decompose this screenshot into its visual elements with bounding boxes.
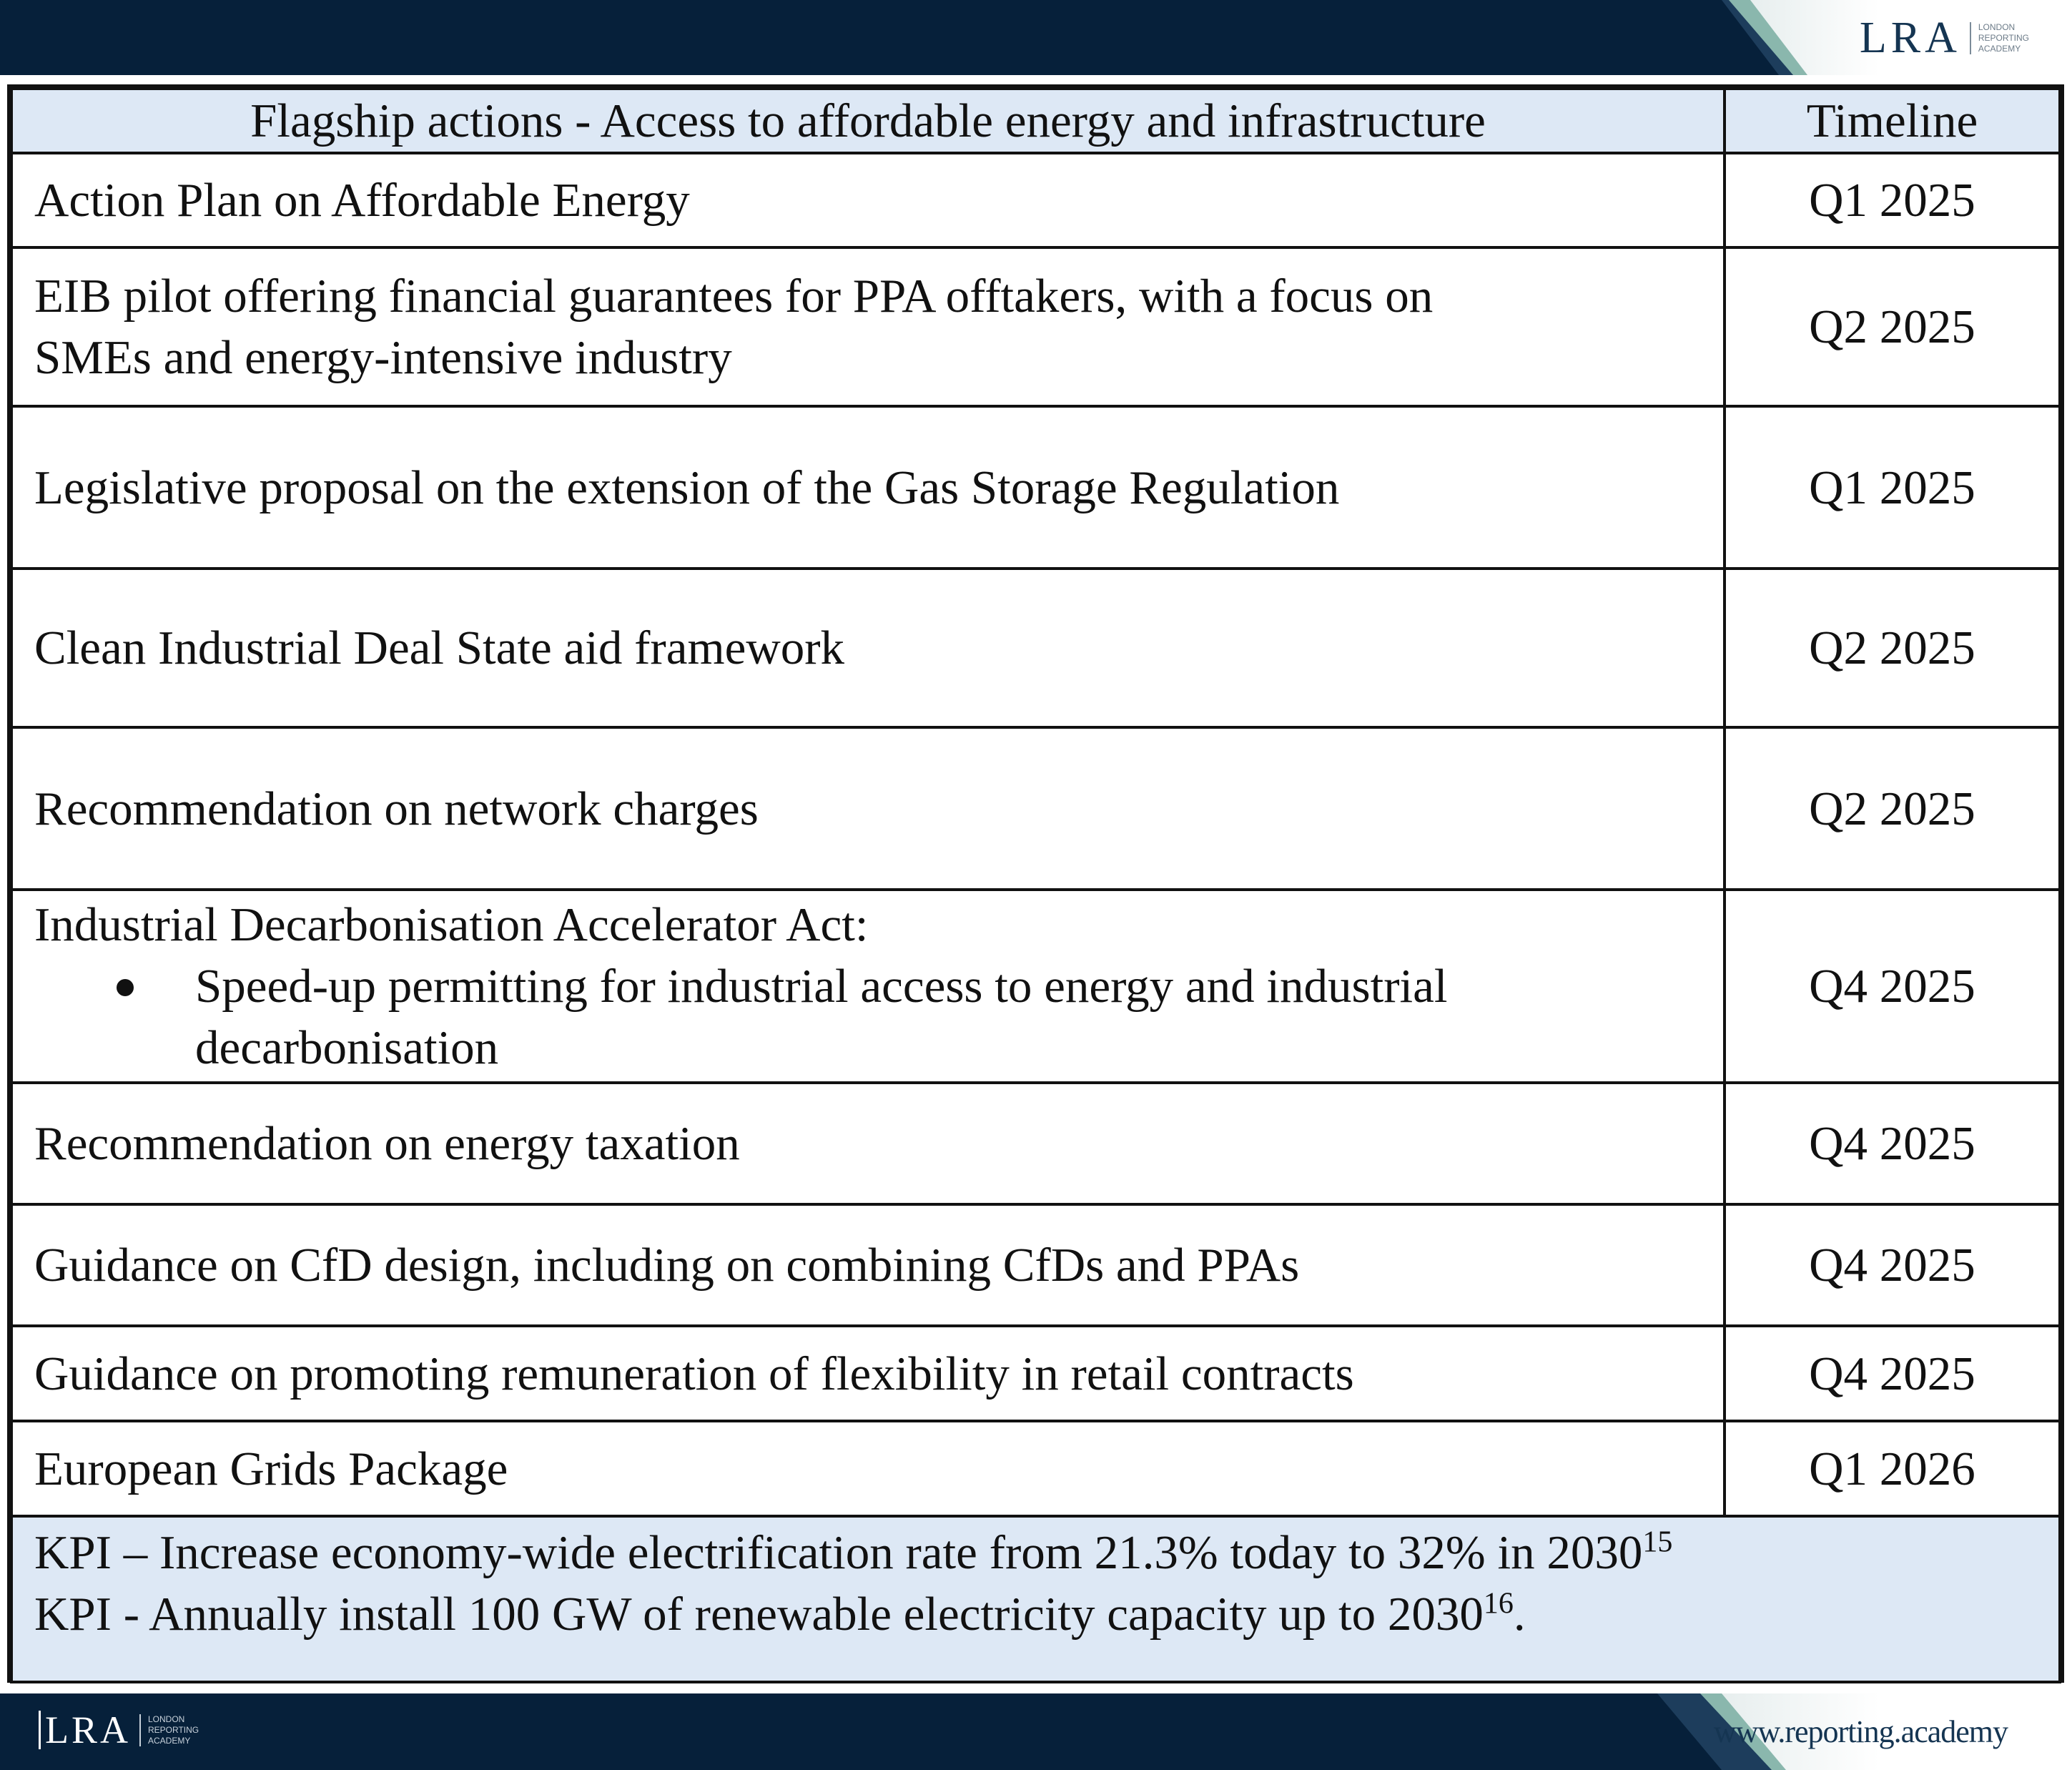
timeline-cell: Q4 2025 (1725, 1204, 2060, 1326)
kpi-suffix: . (1513, 1588, 1526, 1641)
logo-sub-line: ACADEMY (148, 1735, 191, 1746)
timeline-cell: Q4 2025 (1725, 1083, 2060, 1204)
logo-sub-line: ACADEMY (1978, 43, 2021, 54)
timeline-cell: Q1 2025 (1725, 406, 2060, 569)
kpi-line (34, 1588, 1526, 1641)
action-cell: Action Plan on Affordable Energy (11, 153, 1725, 247)
table-row (11, 406, 2060, 569)
table-row (11, 1421, 2060, 1516)
action-cell (11, 890, 1725, 1083)
table-row (11, 1204, 2060, 1326)
footer-lra-logo (39, 1708, 199, 1751)
logo-sub-line: REPORTING (1978, 32, 2029, 43)
table-header-row (11, 89, 2060, 153)
kpi-text: KPI – Increase economy-wide electrification rate from 21.3% today to 32% in 2030 (34, 1526, 1643, 1579)
action-cell: European Grids Package (11, 1421, 1725, 1516)
timeline-cell: Q2 2025 (1725, 727, 2060, 890)
table-row (11, 890, 2060, 1083)
logo-subtitle (1970, 22, 2029, 54)
kpi-row (11, 1516, 2060, 1682)
footnote-ref: 16 (1483, 1587, 1514, 1621)
header-timeline: Timeline (1725, 89, 2060, 153)
logo-sub-line: REPORTING (148, 1724, 199, 1735)
header-actions: Flagship actions - Access to affordable energy and infrastructure (11, 89, 1725, 153)
table-row (11, 1083, 2060, 1204)
bullet-icon (117, 979, 134, 996)
action-line: SMEs and energy-intensive industry (34, 331, 732, 384)
action-cell: Recommendation on energy taxation (11, 1083, 1725, 1204)
flagship-actions-table (7, 84, 2064, 1683)
list-item (195, 955, 1702, 1078)
timeline-cell: Q1 2026 (1725, 1421, 2060, 1516)
action-cell: Guidance on promoting remuneration of flexibility in retail contracts (11, 1326, 1725, 1421)
logo-mark: LRA (1859, 14, 1961, 62)
action-line: Industrial Decarbonisation Accelerator Act: (34, 898, 869, 951)
table-row (11, 1326, 2060, 1421)
bullet-line: Speed-up permitting for industrial access to energy and industrial (195, 960, 1448, 1013)
action-cell: Recommendation on network charges (11, 727, 1725, 890)
website-link[interactable]: www.reporting.academy (1713, 1714, 2008, 1749)
action-cell: Clean Industrial Deal State aid framework (11, 569, 1725, 727)
bullet-list (34, 955, 1702, 1078)
kpi-cell (11, 1516, 2060, 1682)
footnote-ref: 15 (1642, 1525, 1673, 1559)
action-cell: Guidance on CfD design, including on combining CfDs and PPAs (11, 1204, 1725, 1326)
footer-logo-mark: LRA (39, 1711, 131, 1749)
logo-sub-line: LONDON (1978, 21, 2016, 32)
action-cell: Legislative proposal on the extension of the Gas Storage Regulation (11, 406, 1725, 569)
action-line: EIB pilot offering financial guarantees for PPA offtakers, with a focus on (34, 270, 1434, 323)
timeline-cell: Q4 2025 (1725, 890, 2060, 1083)
timeline-cell: Q2 2025 (1725, 569, 2060, 727)
kpi-text: KPI - Annually install 100 GW of renewable electricity capacity up to 2030 (34, 1588, 1484, 1641)
bullet-line: decarbonisation (195, 1021, 499, 1074)
table-row (11, 569, 2060, 727)
kpi-line (34, 1526, 1672, 1579)
timeline-cell: Q2 2025 (1725, 247, 2060, 406)
logo-sub-line: LONDON (148, 1714, 185, 1724)
table-row (11, 247, 2060, 406)
table-row (11, 727, 2060, 890)
timeline-cell: Q1 2025 (1725, 153, 2060, 247)
action-cell (11, 247, 1725, 406)
footer-logo-subtitle (139, 1714, 199, 1746)
lra-logo (1860, 16, 2029, 60)
timeline-cell: Q4 2025 (1725, 1326, 2060, 1421)
table-row (11, 153, 2060, 247)
